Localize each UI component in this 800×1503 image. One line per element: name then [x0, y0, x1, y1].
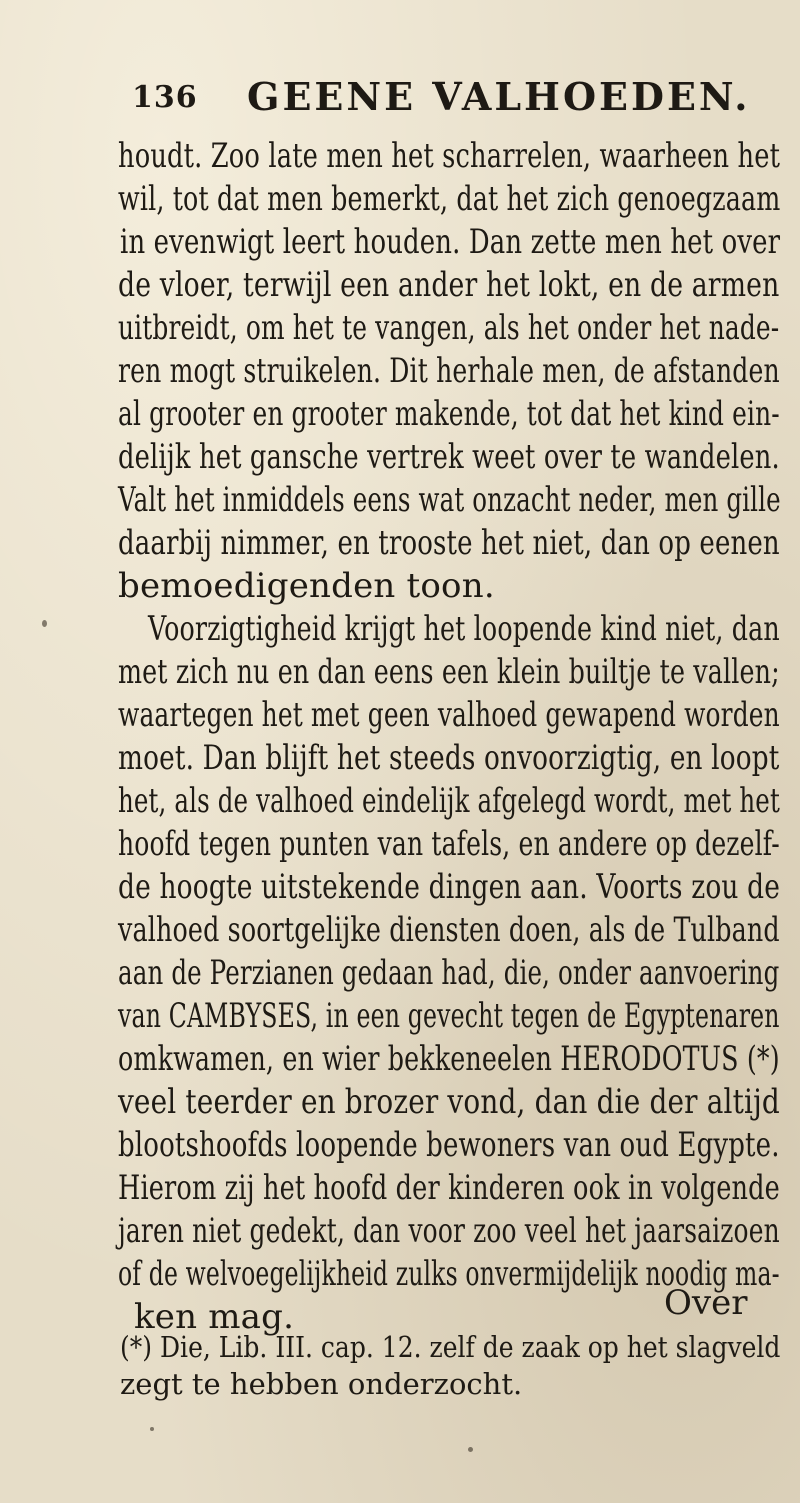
- text-line: Hierom zij het hoofd der kinderen ook in volgende: [118, 1168, 780, 1208]
- text-line: omkwamen, en wier bekkeneelen HERODOTUS (*): [118, 1039, 780, 1079]
- text-line: in evenwigt leert houden. Dan zette men het over: [120, 222, 781, 262]
- page-number: 136: [132, 80, 198, 115]
- text-line: al grooter en grooter makende, tot dat het kind ein-: [118, 394, 780, 434]
- text-line: ren mogt struikelen. Dit herhale men, de afstanden: [118, 351, 780, 391]
- text-line: met zich nu en dan eens een klein builtje te vallen;: [118, 652, 780, 692]
- text-line: ken mag.: [134, 1297, 295, 1337]
- ink-speck: [150, 1427, 154, 1431]
- ink-speck: [468, 1447, 473, 1452]
- text-line: aan de Perzianen gedaan had, die, onder aanvoering: [118, 953, 780, 993]
- text-line: jaren niet gedekt, dan voor zoo veel het jaarsaizoen: [118, 1211, 780, 1251]
- ink-speck: [42, 620, 47, 627]
- page-header: [132, 74, 751, 122]
- text-line: daarbij nimmer, en trooste het niet, dan op eenen: [118, 523, 780, 563]
- text-line: de vloer, terwijl een ander het lokt, en de armen: [118, 265, 780, 305]
- text-line: uitbreidt, om het te vangen, als het onder het nade-: [118, 308, 780, 348]
- text-line: veel teerder en brozer vond, dan die der altijd: [118, 1082, 780, 1122]
- text-line: van CAMBYSES, in een gevecht tegen de Egyptenaren: [118, 996, 780, 1036]
- text-line: waartegen het met geen valhoed gewapend worden: [118, 695, 780, 735]
- text-line: de hoogte uitstekende dingen aan. Voorts zou de: [118, 867, 781, 907]
- running-head: GEENE VALHOEDEN.: [247, 74, 751, 119]
- text-line: het, als de valhoed eindelijk afgelegd wordt, met het: [118, 781, 780, 821]
- footnote-line: zegt te hebben onderzocht.: [120, 1367, 523, 1401]
- text-line: wil, tot dat men bemerkt, dat het zich genoegzaam: [118, 179, 781, 219]
- text-line: delijk het gansche vertrek weet over te wandelen.: [118, 437, 780, 477]
- footnote-line: (*) Die, Lib. III. cap. 12. zelf de zaak op het slagveld: [120, 1330, 781, 1364]
- text-line: hoofd tegen punten van tafels, en andere op dezelf-: [118, 824, 780, 864]
- text-line: bemoedigenden toon.: [118, 566, 495, 606]
- text-line: Voorzigtigheid krijgt het loopende kind niet, dan: [148, 609, 780, 649]
- text-line: of de welvoegelijkheid zulks onvermijdelijk noodig ma-: [118, 1254, 780, 1294]
- catchword: Over: [664, 1283, 748, 1323]
- text-line: blootshoofds loopende bewoners van oud Egypte.: [118, 1125, 780, 1165]
- text-line: Valt het inmiddels eens wat onzacht neder, men gille: [118, 480, 781, 520]
- text-line: houdt. Zoo late men het scharrelen, waarheen het: [118, 136, 781, 176]
- text-line: moet. Dan blijft het steeds onvoorzigtig, en loopt: [118, 738, 780, 778]
- text-line: valhoed soortgelijke diensten doen, als de Tulband: [118, 910, 780, 950]
